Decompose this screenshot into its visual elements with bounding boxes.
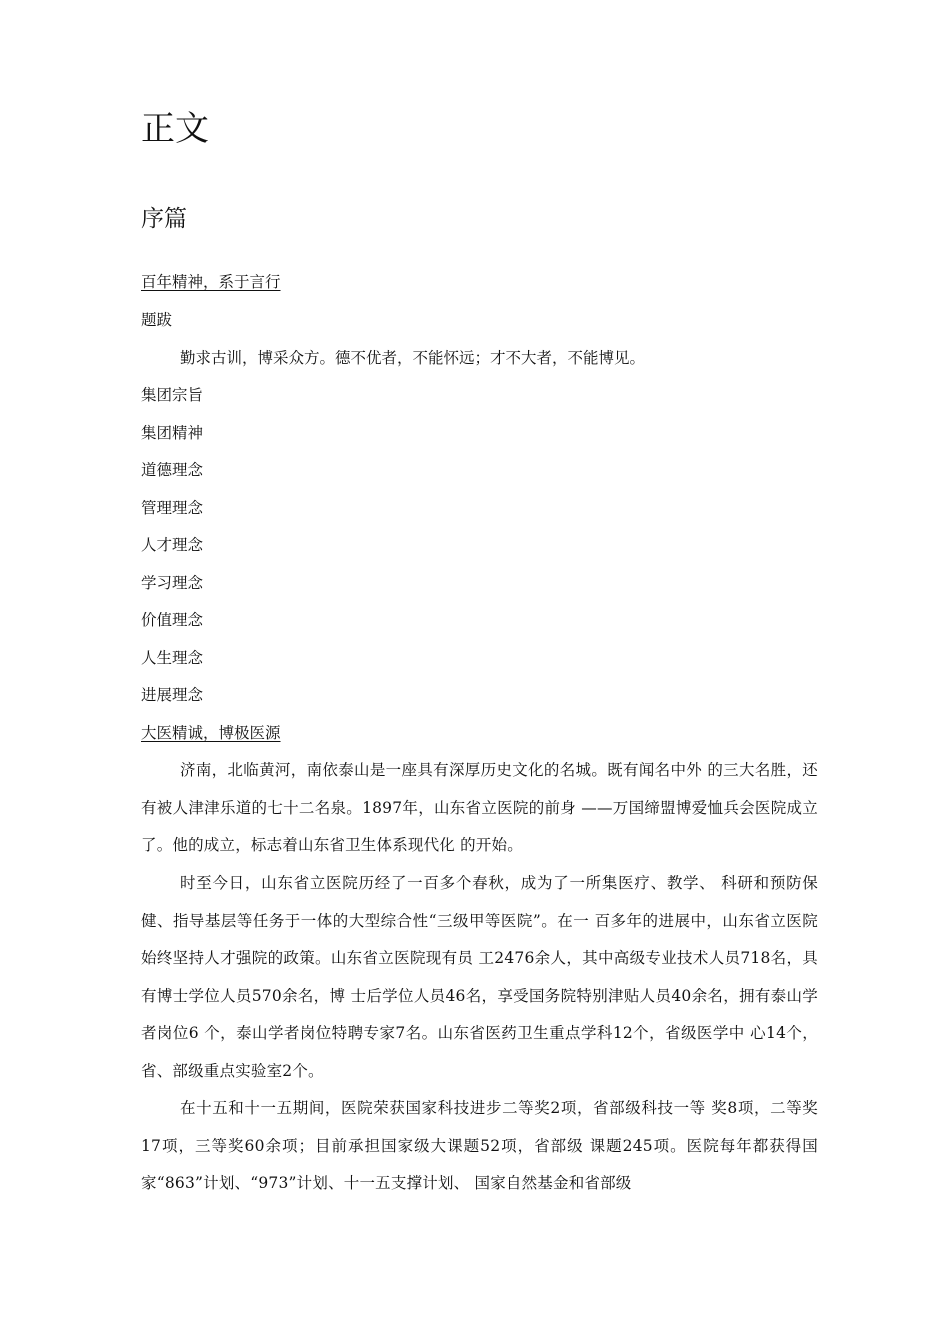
body-paragraph: 时至今日，山东省立医院历经了一百多个春秋，成为了一所集医疗、教学、 科研和预防保健、指导基层等任务于一体的大型综合性“三级甲等医院”。在一 百多年的进展中，山东省立医院始终坚持人才强院的政策。山东省立医院现有员 工2476余人，其中高级专业技术人员718名，具有博士学位人员570余名，博 士后学位人员46名，享受国务院特别津贴人员40余名，拥有泰山学者岗位6 个，泰山学者岗位特聘专家7名。山东省医药卫生重点学科12个，省级医学中 心14个，省、部级重点实验室2个。: [141, 874, 818, 1080]
list-item: 价值理念: [141, 611, 204, 629]
heading-bainian-jingshen: 百年精神，系于言行: [141, 273, 281, 291]
document-title: 正文: [141, 109, 209, 149]
body-paragraph: 济南，北临黄河，南依泰山是一座具有深厚历史文化的名城。既有闻名中外 的三大名胜，还有被人津津乐道的七十二名泉。1897年，山东省立医院的前身 ——万国缔盟博爱恤兵会医院成立了。他的成立，标志着山东省卫生体系现代化 的开始。: [141, 761, 818, 854]
list-item: 人才理念: [141, 536, 204, 554]
list-item: 管理理念: [141, 499, 204, 517]
list-item: 进展理念: [141, 686, 204, 704]
heading-dayi-jingcheng: 大医精诚，博极医源: [141, 724, 281, 742]
list-item: 集团宗旨: [141, 386, 204, 404]
motto-text: 勤求古训，博采众方。德不优者，不能怀远；才不大者，不能博见。: [180, 349, 646, 367]
label-tiba: 题跋: [141, 311, 173, 329]
list-item: 道德理念: [141, 461, 204, 479]
list-item: 人生理念: [141, 649, 204, 667]
list-item: 集团精神: [141, 424, 204, 442]
section-title: 序篇: [141, 206, 187, 232]
list-item: 学习理念: [141, 574, 204, 592]
body-paragraph: 在十五和十一五期间，医院荣获国家科技进步二等奖2项，省部级科技一等 奖8项，二等奖17项，三等奖60余项；目前承担国家级大课题52项，省部级 课题245项。医院每年都获得国家“863”计划、“973”计划、十一五支撑计划、 国家自然基金和省部级: [141, 1099, 818, 1192]
